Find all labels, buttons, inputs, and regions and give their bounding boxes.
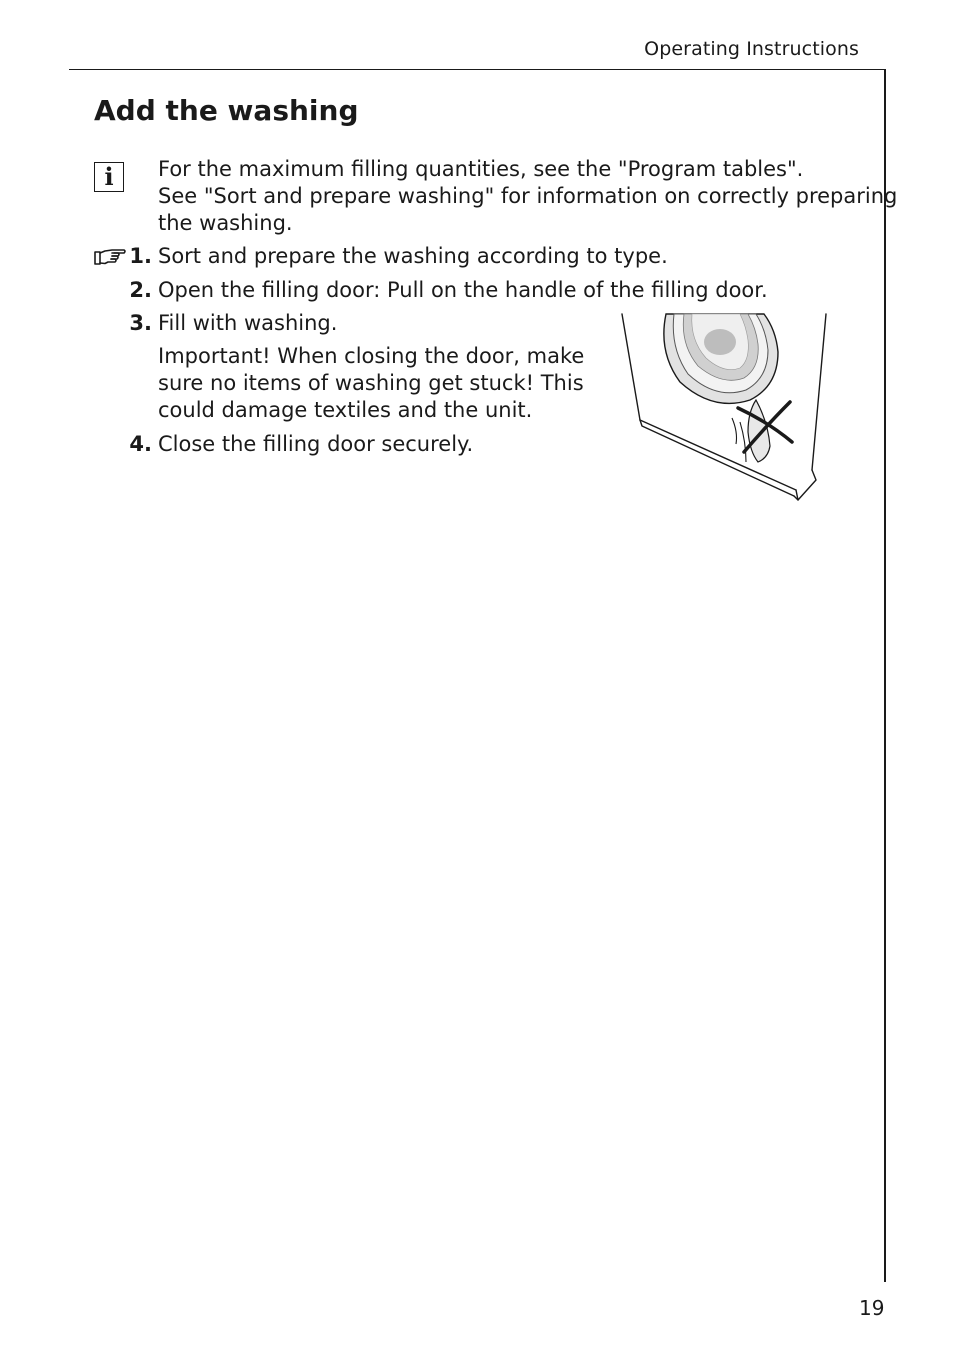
note-line: Important! When closing the door, make [158,344,585,368]
step-item [129,277,768,304]
step-text: Fill with washing. [158,311,338,335]
page-title: Add the washing [94,94,359,127]
step-number: 2. [129,278,152,302]
step-text: Sort and prepare the washing according to type. [158,244,668,268]
page-number: 19 [859,1296,885,1320]
right-margin-rule [884,69,886,1282]
info-icon: i [94,162,124,192]
step-item [129,310,338,337]
pointing-hand-icon [92,244,128,270]
info-line: the washing. [158,211,293,235]
step-item [129,431,474,458]
note-line: could damage textiles and the unit. [158,398,533,422]
step-number: 1. [129,244,152,268]
step-item [129,243,668,270]
info-line: See "Sort and prepare washing" for information on correctly preparing [158,184,898,208]
header-section-title: Operating Instructions [644,38,859,60]
note-line: sure no items of washing get stuck! This [158,371,584,395]
step-text: Open the filling door: Pull on the handle of the filling door. [158,278,768,302]
info-note [158,156,898,237]
step-number: 4. [129,432,152,456]
important-note [158,343,588,424]
header-rule [69,69,886,70]
info-line: For the maximum filling quantities, see the "Program tables". [158,157,804,181]
step-number: 3. [129,311,152,335]
washing-machine-door-illustration [618,312,830,504]
step-text: Close the filling door securely. [158,432,474,456]
